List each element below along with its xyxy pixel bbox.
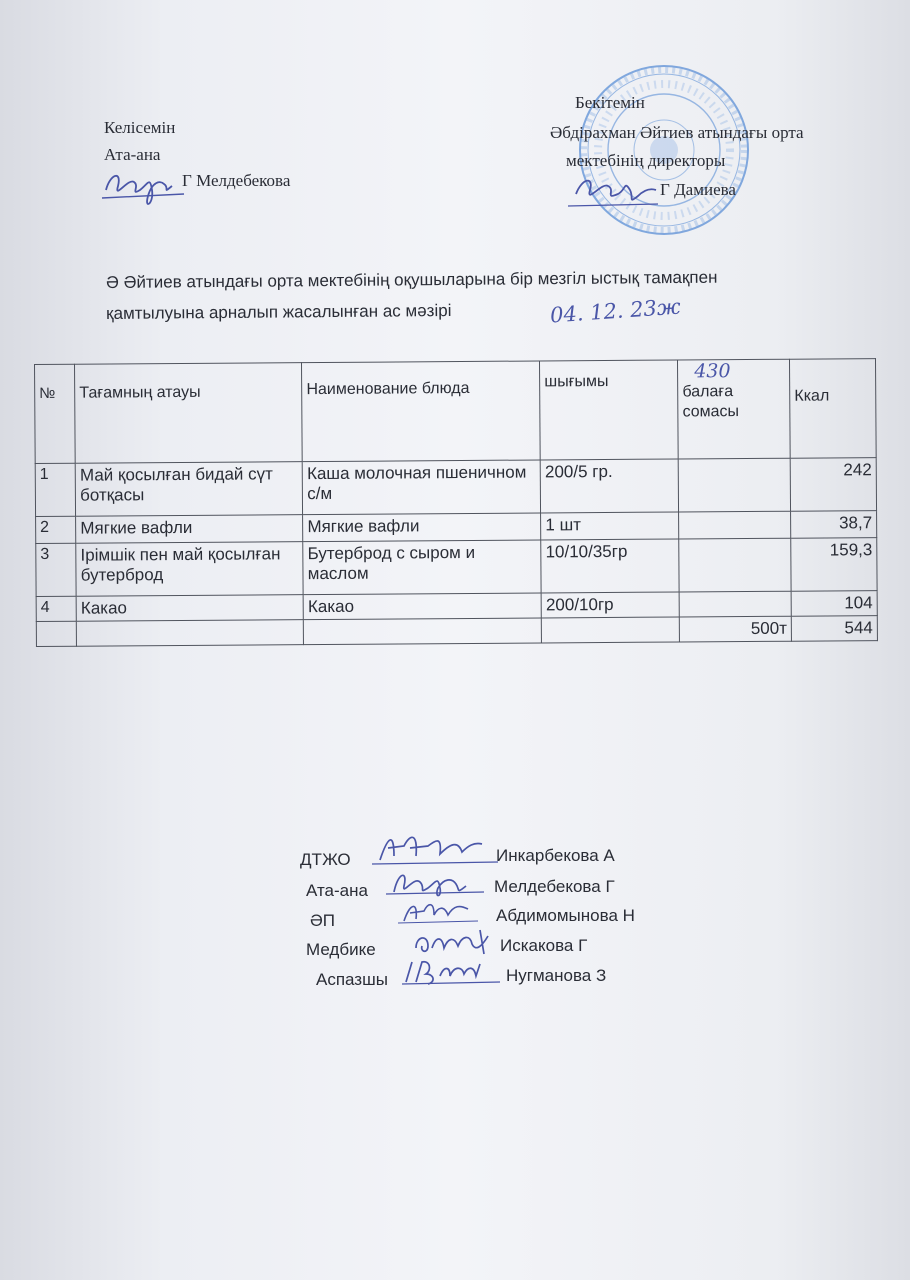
total-kcal: 544	[791, 616, 877, 642]
row-kcal: 38,7	[791, 511, 877, 539]
signatory-role: Аспазшы	[316, 970, 388, 989]
table-header-row	[35, 359, 877, 464]
row-no: 1	[35, 463, 76, 516]
signatory-name: Искакова Г	[500, 936, 588, 955]
table-row	[35, 458, 876, 517]
row-no: 4	[36, 596, 76, 621]
total-empty-cell	[36, 621, 76, 646]
handwritten-cost: 430	[694, 360, 731, 383]
total-empty-cell	[76, 620, 303, 647]
document-title-line1: Ә Әйтиев атындағы орта мектебінің оқушыларына бір мезгіл ыстық тамақпен	[106, 267, 718, 292]
row-name-ru: Бутерброд с сыром и маслом	[303, 540, 541, 595]
signatory-role: ӘП	[310, 911, 336, 930]
header-name-kk: Тағамның атауы	[75, 363, 303, 464]
total-empty-cell	[304, 618, 542, 645]
row-output: 200/10гр	[541, 592, 679, 618]
row-kcal: 159,3	[791, 538, 877, 592]
row-output: 1 шт	[541, 512, 679, 540]
signatory-role: ДТЖО	[300, 850, 351, 869]
agreed-label: Келісемін	[104, 118, 176, 137]
signatory-name: Нугманова З	[506, 966, 607, 985]
table-row	[36, 538, 877, 597]
total-empty-cell	[542, 617, 680, 643]
row-name-kk: Май қосылған бидай сүт ботқасы	[75, 462, 302, 517]
header-cost	[678, 359, 791, 459]
row-name-kk: Ірімшік пен май қосылған бутерброд	[76, 542, 303, 597]
row-name-ru: Какао	[303, 593, 541, 620]
approved-name: Г Дамиева	[660, 180, 736, 199]
row-name-kk: Мягкие вафли	[76, 515, 303, 544]
parent-signature-top	[100, 160, 185, 212]
row-cost	[679, 511, 791, 539]
row-output: 200/5 гр.	[540, 459, 678, 513]
signatory-name: Мелдебекова Г	[494, 877, 615, 896]
row-no: 2	[36, 516, 76, 543]
header-no: №	[35, 364, 76, 463]
signatory-role: Ата-ана	[306, 881, 368, 900]
row-name-ru: Мягкие вафли	[303, 513, 541, 542]
agreed-role: Ата-ана	[104, 145, 161, 164]
agreed-name: Г Мелдебекова	[182, 171, 291, 190]
row-output: 10/10/35гр	[541, 539, 679, 593]
row-kcal: 104	[791, 591, 877, 617]
header-cost-label: балаға сомасы	[682, 383, 740, 421]
row-name-ru: Каша молочная пшеничном с/м	[302, 460, 540, 515]
approved-org-line2: мектебінің директоры	[566, 151, 726, 170]
row-no: 3	[36, 543, 77, 596]
approved-org-line1: Әбдірахман Әйтиев атындағы орта	[550, 123, 804, 142]
signatory-role: Медбике	[306, 940, 376, 959]
document-title-line2: қамтылуына арналып жасалынған ас мәзірі	[106, 300, 452, 323]
row-cost	[678, 458, 790, 512]
table-total-row	[36, 616, 877, 647]
signatory-signature	[400, 952, 510, 992]
signatory-name: Абдимомынова Н	[496, 906, 635, 925]
header-name-ru: Наименование блюда	[302, 361, 541, 462]
total-cost: 500т	[679, 616, 791, 642]
handwritten-date: 04. 12. 23ж	[549, 294, 682, 328]
row-name-kk: Какао	[76, 595, 303, 622]
header-kcal: Ккал	[790, 359, 877, 459]
menu-table	[34, 358, 878, 647]
row-cost	[679, 591, 791, 617]
approved-label: Бекітемін	[575, 93, 645, 112]
header-output: шығымы	[540, 360, 679, 460]
row-kcal: 242	[790, 458, 876, 512]
director-signature	[568, 168, 664, 214]
row-cost	[679, 538, 791, 592]
signatory-name: Инкарбекова А	[496, 846, 615, 865]
